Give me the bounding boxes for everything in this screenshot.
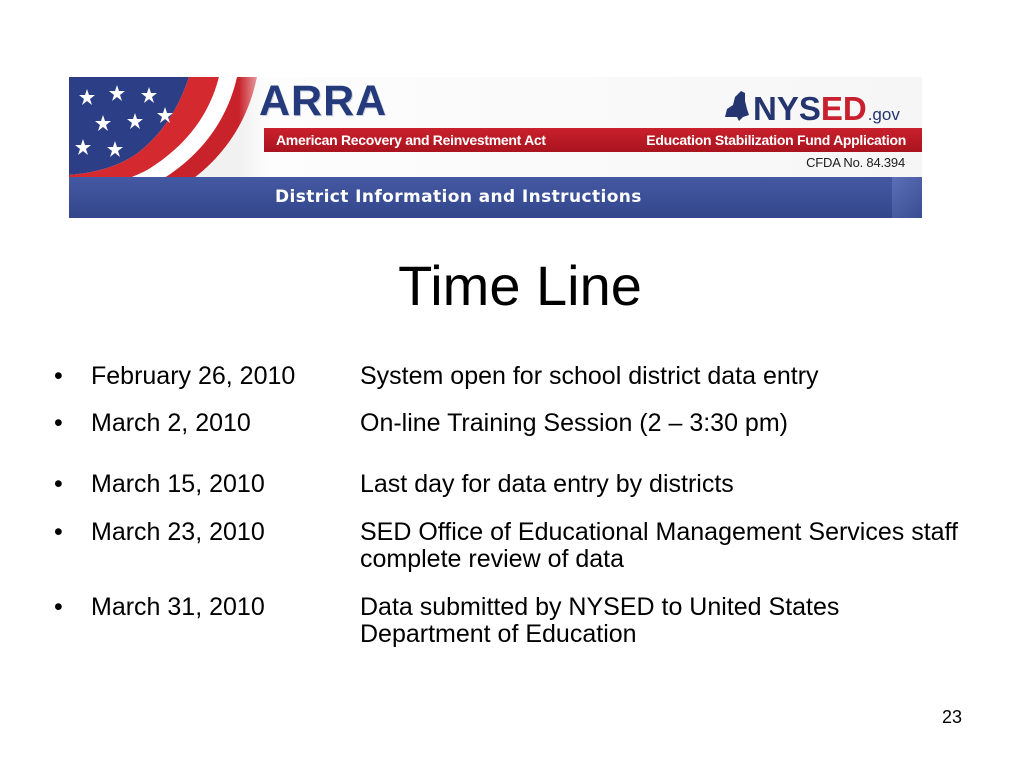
bullet: •	[54, 409, 63, 437]
timeline-event: Data submitted by NYSED to United States Department of Education	[360, 593, 840, 648]
timeline-event: Last day for data entry by districts	[360, 470, 734, 498]
arra-logo: ARRA	[259, 77, 388, 125]
nysed-logo-ed: ED	[820, 90, 867, 127]
bullet: •	[54, 470, 63, 498]
section-title: District Information and Instructions	[275, 187, 642, 207]
nysed-logo-ny: NYS	[753, 90, 821, 127]
timeline-date: March 2, 2010	[91, 409, 251, 437]
bullet: •	[54, 593, 63, 621]
timeline-date: March 31, 2010	[91, 593, 265, 621]
slide-title: Time Line	[398, 254, 642, 317]
timeline-date: February 26, 2010	[91, 362, 296, 390]
timeline-date: March 15, 2010	[91, 470, 265, 498]
bullet: •	[54, 518, 63, 546]
bullet: •	[54, 362, 63, 390]
program-name: American Recovery and Reinvestment Act	[276, 132, 546, 148]
timeline-date: March 23, 2010	[91, 518, 265, 546]
timeline-event: System open for school district data entry	[360, 362, 819, 390]
application-name: Education Stabilization Fund Application	[646, 132, 906, 148]
cfda-number: CFDA No. 84.394	[806, 155, 905, 170]
timeline-event: On-line Training Session (2 – 3:30 pm)	[360, 409, 788, 437]
page-number: 23	[941, 707, 962, 727]
nysed-logo-gov: .gov	[867, 105, 900, 124]
timeline-event: SED Office of Educational Management Services staff complete review of data	[360, 518, 958, 573]
